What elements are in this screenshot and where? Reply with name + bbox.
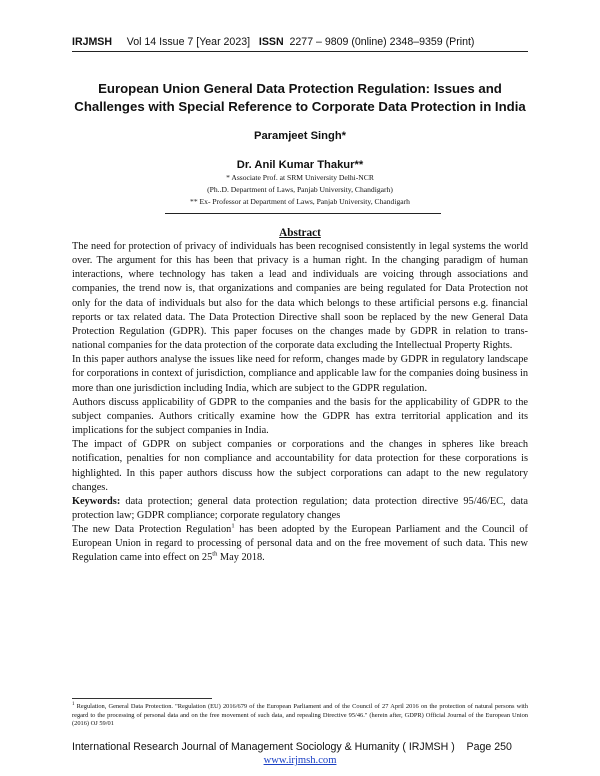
abstract-paragraph-4: The impact of GDPR on subject companies or corporations and the changes in spheres like breach notification, penalties for non compliance and accountability for data protection for these corporations is highlighted. In this paper authors discuss how the subject corporations can adapt to the new regulatory changes.: [72, 439, 528, 493]
volume-info: Vol 14 Issue 7 [Year 2023]: [126, 36, 251, 48]
title-line-1: European Union General Data Protection Regulation: Issues and: [98, 81, 502, 96]
intro-paragraph: [72, 523, 528, 565]
author-1: Paramjeet Singh*: [253, 130, 347, 142]
footnote: [72, 703, 528, 729]
footnote-marker: 1: [72, 701, 75, 707]
keywords-text: data protection; general data protection regulation; data protection directive 95/46/EC, data protection law; GDPR compliance; corporate regulatory changes: [72, 495, 528, 521]
header-rule: [72, 51, 528, 52]
footnote-rule: [72, 698, 212, 699]
abstract-heading: Abstract: [279, 227, 321, 239]
abstract-paragraph-3: Authors discuss applicability of GDPR to the companies and the basis for the applicability of GDPR to the subject companies. Authors critically examine how the GDPR has extra territorial application and its implications for the subject companies in India.: [72, 396, 528, 437]
intro-text-a: The new Data Protection Regulation: [72, 524, 232, 536]
journal-url-link[interactable]: www.irjmsh.com: [263, 755, 337, 766]
title-rule: [165, 213, 441, 214]
keywords-paragraph: [72, 495, 528, 523]
footnote-text: Regulation, General Data Protection. "Regulation (EU) 2016/679 of the European Parliament and of the Council of 27 April 2016 on the protection of natural persons with regard to the processing of personal data and on the free movement of such data, and repealing Directive 95/46." (herein after, GDPR) Official Journal of the European Union (2016) OJ 59/01: [72, 703, 528, 727]
page-number: Page 250: [466, 741, 512, 753]
journal-abbrev: IRJMSH: [72, 36, 113, 48]
affiliation-3: ** Ex- Professor at Department of Laws, Panjab University, Chandigarh: [190, 197, 410, 206]
affiliation-2: (Ph..D. Department of Laws, Panjab University, Chandigarh): [207, 185, 393, 194]
intro-text-c: May 2018.: [217, 552, 265, 564]
running-header: [72, 36, 528, 48]
paper-title: [60, 80, 540, 116]
abstract-paragraph-2: In this paper authors analyse the issues like need for reform, changes made by GDPR in regulatory landscape for corporations in context of jurisdiction, compliance and applicable law for the companies doing business in more than one jurisdiction including India, which are subject to the GDPR regulation.: [72, 354, 528, 394]
running-footer: [72, 741, 528, 753]
affiliation-1: * Associate Prof. at SRM University Delhi-NCR: [226, 173, 374, 182]
intro-text-b: has been adopted by the European Parliament and the Council of European Union in regard to processing of personal data and on the free movement of such data. This new Regulation came into effect on 25: [72, 524, 529, 564]
issn-numbers: 2277 – 9809 (0nline) 2348–9359 (Print): [289, 36, 475, 48]
footer-journal-name: International Research Journal of Management Sociology & Humanity ( IRJMSH ): [72, 741, 455, 753]
abstract-body: [72, 240, 528, 566]
abstract-paragraph-1: The need for protection of privacy of individuals has been recognised consistently in legal systems the world over. The argument for this has been that privacy is a human right. In the changing paradigm of human interactions, where technology has taken a lead and individuals are voicing through associations and companies, the trend now is, that organizations and companies are being regulated for Data Protection not only for the data of individuals but also for the data which belongs to these artificial persons e.g. financial reports or tax related data. The Data Protection Directive shall soon be replaced by the new General Data Protection Regulation (GDPR). This paper focuses on the changes made by GDPR in relation to trans-national companies for the data protection of the corporate data excluding the Intellectual Property Rights.: [72, 241, 528, 352]
title-line-2: Challenges with Special Reference to Corporate Data Protection in India: [74, 99, 526, 114]
issn-label: ISSN: [258, 36, 284, 48]
footnote-ref[interactable]: 1: [231, 522, 235, 530]
author-2: Dr. Anil Kumar Thakur**: [236, 159, 364, 171]
keywords-label: Keywords:: [72, 495, 121, 507]
ordinal-suffix: th: [212, 551, 218, 558]
